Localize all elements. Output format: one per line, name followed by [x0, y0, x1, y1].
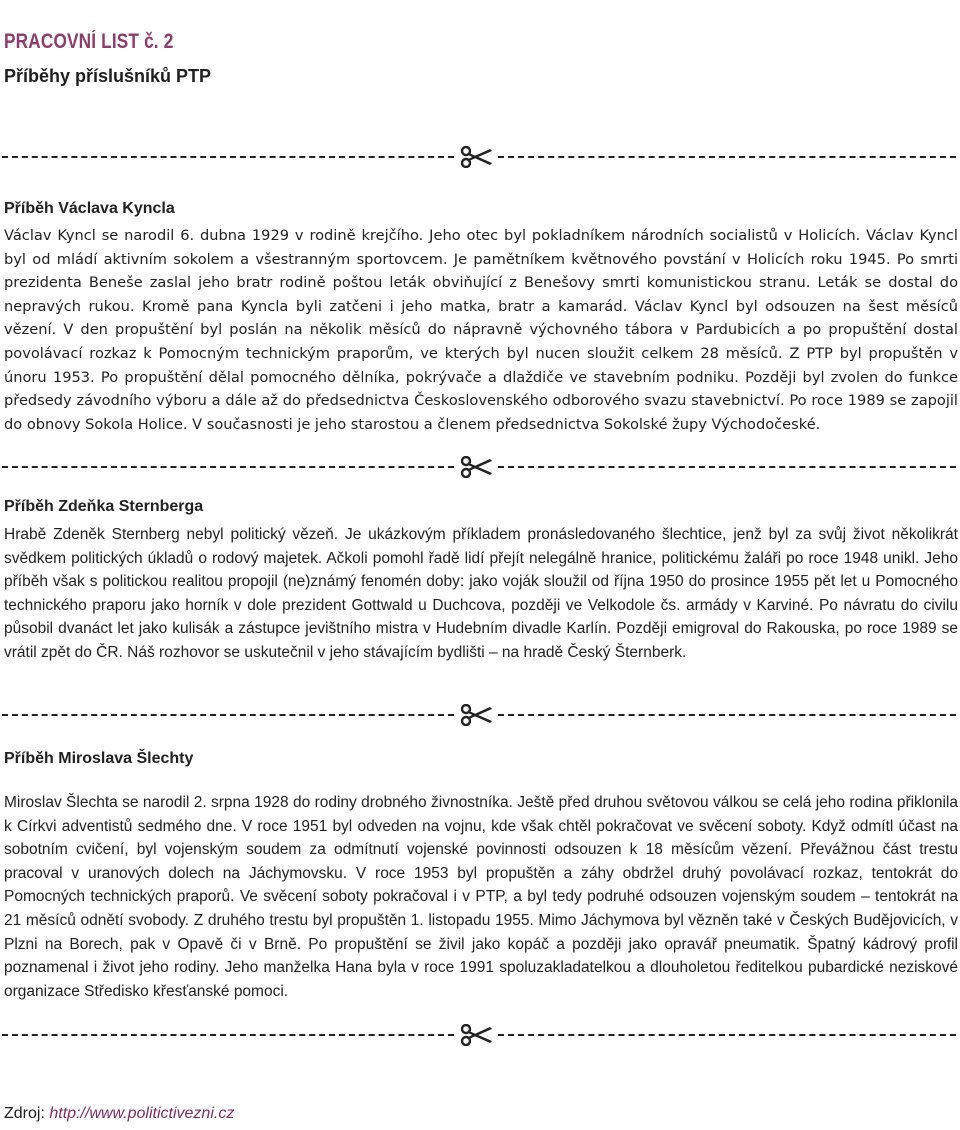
cut-line: [0, 1024, 960, 1046]
story-body: Václav Kyncl se narodil 6. dubna 1929 v rodině krejčího. Jeho otec byl pokladníkem národních socialistů v Holicích. Václav Kyncl byl od mládí aktivním sokolem a všestranným sportovcem. Je pamětníkem květnového povstání v Holicích roku 1945. Po smrti prezidenta Beneše zaslal jeho bratr rodině poštou leták obviňující z Benešovy smrti komunistickou stranu. Leták se dostal do nepravých rukou. Kromě pana Kyncla byli zatčeni i jeho matka, bratr a kamarád. Václav Kyncl byl odsouzen na šest měsíců vězení. V den propuštění byl poslán na několik měsíců do nápravně výchovného tábora v Pardubicích a po propuštění dostal povolávací rozkaz k Pomocným technickým praporům, ve kterých byl nucen sloužit celkem 28 měsíců. Z PTP byl propuštěn v únoru 1953. Po propuštění dělal pomocného dělníka, pokrývače a dlaždiče ve stavebním podniku. Později byl zvolen do funkce předsedy závodního výboru a dále až do předsednictva Československého odborového svazu stavebnictví. Po roce 1989 se zapojil do obnovy Sokola Holice. V současnosti je jeho starostou a členem předsednictva Sokolské župy Východočeské.: [4, 227, 958, 433]
scissors-icon: [460, 1024, 494, 1046]
source-link[interactable]: http://www.politictivezni.cz: [49, 1105, 235, 1122]
worksheet-label: PRACOVNÍ LIST č. 2: [4, 30, 174, 53]
scissors-icon: [460, 146, 494, 168]
scissors-icon: [460, 704, 494, 726]
dashed-divider: [498, 1034, 956, 1036]
dashed-divider: [498, 714, 956, 716]
dashed-divider: [2, 714, 454, 716]
dashed-divider: [2, 466, 454, 468]
scissors-icon: [460, 456, 494, 478]
cut-line: [0, 146, 960, 168]
worksheet-subtitle: Příběhy příslušníků PTP: [4, 66, 212, 86]
dashed-divider: [2, 1034, 454, 1036]
cut-line: [0, 704, 960, 726]
source-line: [4, 1105, 234, 1123]
dashed-divider: [498, 156, 956, 158]
story-title: Příběh Miroslava Šlechty: [4, 750, 194, 767]
source-label: Zdroj:: [4, 1105, 45, 1122]
story-body: Miroslav Šlechta se narodil 2. srpna 1928 do rodiny drobného živnostníka. Ještě před druhou světovou válkou se celá jeho rodina přiklonila k Církvi adventistů sedmého dne. V roce 1951 byl odveden na vojnu, kde však chtěl pokračovat ve svěcení soboty. Když odmítl účast na sobotním cvičení, byl vojenským soudem za odmítnutí vojenské povinnosti odsouzen k 18 měsícům vězení. Převážnou část trestu pracoval v uranových dolech na Jáchymovsku. V roce 1953 byl propuštěn a záhy obdržel druhý povolávací rozkaz, tentokrát do Pomocných technických praporů. Ve svěcení soboty pokračoval i v PTP, a byl tedy podruhé odsouzen vojenským soudem – tentokrát na 21 měsíců odnětí svobody. Z druhého trestu byl propuštěn 1. listopadu 1955. Mimo Jáchymova byl vězněn také v Českých Budějovicích, v Plzni na Borech, pak v Opavě či v Brně. Po propuštění se živil jako kopáč a později jako opravář pneumatik. Špatný kádrový profil poznamenal i život jeho rodiny. Jeho manželka Hana byla v roce 1991 spoluzakladatelkou a dlouholetou ředitelkou pubardické neziskové organizace Středisko křesťanské pomoci.: [4, 794, 958, 1000]
dashed-divider: [2, 156, 454, 158]
story-body: Hrabě Zdeněk Sternberg nebyl politický vězeň. Je ukázkovým příkladem pronásledovaného šlechtice, jenž byl za svůj život několikrát svědkem politických úkladů o rodový majetek. Ačkoli pomohl řadě lidí přejít nelegálně hranice, politickému žaláři po roce 1948 unikl. Jeho příběh však s politickou realitou propojil (ne)známý fenomén doby: jako voják sloužil od října 1950 do prosince 1955 pět let u Pomocného technického praporu jako horník v dole prezident Gottwald u Duchcova, později ve Velkodole čs. armády v Karviné. Po návratu do civilu působil dvanáct let jako kulisák a zástupce jevištního mistra v Hudebním divadle Karlín. Později emigroval do Rakouska, po roce 1989 se vrátil zpět do ČR. Náš rozhovor se uskutečnil v jeho stávajícím bydlišti – na hradě Český Šternberk.: [4, 526, 958, 661]
story-title: Příběh Zdeňka Sternberga: [4, 498, 204, 515]
story-title: Příběh Václava Kyncla: [4, 200, 175, 217]
dashed-divider: [498, 466, 956, 468]
cut-line: [0, 456, 960, 478]
